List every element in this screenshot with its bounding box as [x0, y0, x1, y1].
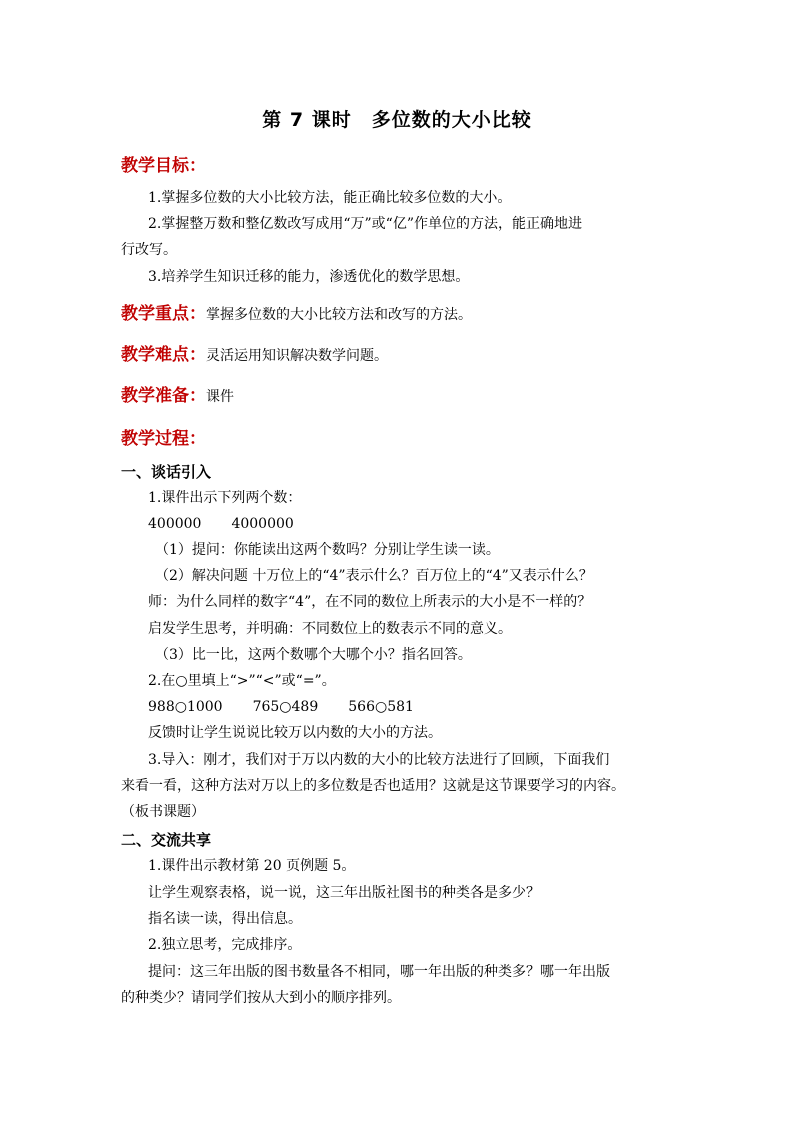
difficulty-heading: 教学难点： [121, 345, 206, 365]
section1-line: 来看一看，这种方法对万以上的多位数是否也适用？这就是这节课要学习的内容。 [121, 778, 625, 794]
objective-1: 1.掌握多位数的大小比较方法，能正确比较多位数的大小。 [148, 190, 512, 206]
section2-line: 2.独立思考，完成排序。 [148, 937, 302, 953]
objective-2: 2.掌握整万数和整亿数改写成用“万”或“亿”作单位的方法，能正确地进 [148, 216, 582, 232]
preparation-heading: 教学准备： [121, 386, 206, 406]
section1-title: 一、谈话引入 [121, 463, 212, 481]
section2-title: 二、交流共享 [121, 831, 212, 849]
number-b: 4000000 [231, 516, 294, 532]
section2-line: 的种类少？请同学们按从大到小的顺序排列。 [121, 990, 401, 1006]
section2-line: 提问：这三年出版的图书数量各不相同，哪一年出版的种类多？哪一年出版 [148, 964, 610, 980]
section1-line: （2）解决问题 十万位上的“4”表示什么？百万位上的“4”又表示什么？ [155, 568, 593, 584]
key-point [121, 299, 472, 324]
compare-row [148, 698, 414, 716]
key-point-heading: 教学重点： [121, 304, 206, 324]
section1-line: （3）比一比，这两个数哪个大哪个小？指名回答。 [155, 647, 472, 663]
compare-2: 765○489 [252, 699, 319, 715]
difficulty [121, 340, 388, 365]
section1-line: （1）提问：你能读出这两个数吗？分别让学生读一读。 [155, 542, 500, 558]
page-title: 第 7 课时 多位数的大小比较 [262, 109, 532, 131]
section2-line: 1.课件出示教材第 20 页例题 5。 [148, 858, 356, 874]
objective-3: 3.培养学生知识迁移的能力，渗透优化的数学思想。 [148, 269, 470, 285]
section1-line: （板书课题） [121, 804, 205, 820]
section1-line: 启发学生思考，并明确：不同数位上的数表示不同的意义。 [148, 621, 512, 637]
preparation [121, 381, 234, 406]
section2-line: 让学生观察表格，说一说，这三年出版社图书的种类各是多少？ [148, 885, 540, 901]
section1-line: 反馈时让学生说说比较万以内数的大小的方法。 [148, 725, 442, 741]
section1-line: 3.导入：刚才，我们对于万以内数的大小的比较方法进行了回顾，下面我们 [148, 752, 610, 768]
compare-1: 988○1000 [148, 699, 223, 715]
process-heading: 教学过程： [121, 429, 206, 449]
preparation-text: 课件 [206, 389, 234, 405]
key-point-text: 掌握多位数的大小比较方法和改写的方法。 [206, 307, 472, 323]
difficulty-text: 灵活运用知识解决数学问题。 [206, 348, 388, 364]
objectives-heading: 教学目标： [121, 156, 206, 176]
section1-line: 1.课件出示下列两个数： [148, 490, 302, 506]
number-a: 400000 [148, 516, 202, 532]
section1-line: 师：为什么同样的数字“4”，在不同的数位上所表示的大小是不一样的？ [148, 594, 592, 610]
numbers-row [148, 515, 294, 533]
section2-line: 指名读一读，得出信息。 [148, 911, 302, 927]
objective-2-cont: 行改写。 [121, 242, 177, 258]
section1-line: 2.在○里填上“>”“<”或“=”。 [148, 673, 336, 689]
compare-3: 566○581 [348, 699, 414, 715]
